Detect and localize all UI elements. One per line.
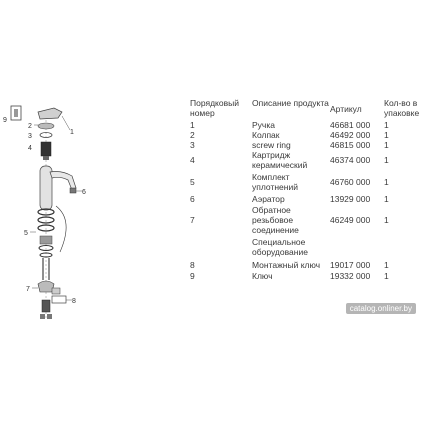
row-number: 4: [190, 155, 195, 165]
callout-6: 6: [82, 189, 86, 196]
row-quantity: 1: [384, 140, 389, 150]
callout-4: 4: [28, 145, 32, 152]
row-description: Монтажный ключ: [252, 260, 321, 270]
row-number: 2: [190, 130, 195, 140]
row-description: Аэратор: [252, 194, 285, 204]
row-number: 5: [190, 177, 195, 187]
row-number: 7: [190, 215, 195, 225]
part-key-9: [11, 106, 21, 120]
table-header: [190, 98, 424, 120]
row-number: 3: [190, 140, 195, 150]
section-special-equipment: Специальное оборудование: [252, 237, 308, 257]
header-quantity: Кол-во в упаковке: [384, 98, 420, 118]
row-description: Колпак: [252, 130, 280, 140]
part-threaded-connection-7: [38, 281, 60, 294]
row-article: 19332 000: [330, 271, 371, 281]
row-article: 46760 000: [330, 177, 371, 187]
watermark: catalog.onliner.by: [346, 303, 416, 314]
row-quantity: 1: [384, 271, 389, 281]
table-row: [190, 120, 424, 130]
row-description: Картридж керамический: [252, 150, 308, 170]
row-article: 46492 000: [330, 130, 371, 140]
header-number: Порядковый номер: [190, 98, 239, 118]
table-row: [190, 150, 424, 172]
row-quantity: 1: [384, 215, 389, 225]
row-number: 6: [190, 194, 195, 204]
row-description: Ключ: [252, 271, 273, 281]
part-mounting-wrench-8: [40, 296, 66, 319]
row-quantity: 1: [384, 155, 389, 165]
table-row: [190, 130, 424, 140]
table-row: [190, 205, 424, 237]
row-article: 13929 000: [330, 194, 371, 204]
part-cartridge-4: [41, 142, 51, 160]
table-row-section: [190, 237, 424, 260]
parts-table: [190, 98, 424, 282]
table-row: [190, 271, 424, 282]
exploded-parts-diagram: [0, 0, 190, 424]
table-row: [190, 140, 424, 150]
table-row: [190, 260, 424, 271]
row-description: Ручка: [252, 120, 275, 130]
header-description: Описание продукта: [252, 98, 329, 108]
row-quantity: 1: [384, 120, 389, 130]
row-number: 1: [190, 120, 195, 130]
callout-9: 9: [3, 117, 7, 124]
callout-8: 8: [72, 298, 76, 305]
callout-1: 1: [70, 129, 74, 136]
row-quantity: 1: [384, 260, 389, 270]
row-article: 46249 000: [330, 215, 371, 225]
callout-5: 5: [24, 230, 28, 237]
table-row: [190, 172, 424, 194]
row-article: 46815 000: [330, 140, 371, 150]
header-article: Артикул: [330, 104, 362, 114]
callout-7: 7: [26, 286, 30, 293]
row-description: screw ring: [252, 140, 291, 150]
row-number: 8: [190, 260, 195, 270]
row-number: 9: [190, 271, 195, 281]
part-aerator-6: [70, 188, 76, 193]
row-description: Комплект уплотнений: [252, 172, 298, 192]
row-description: Обратное резьбовое соединение: [252, 205, 299, 235]
row-quantity: 1: [384, 177, 389, 187]
row-article: 46681 000: [330, 120, 371, 130]
part-seal-set-5: [38, 206, 66, 257]
callout-3: 3: [28, 133, 32, 140]
row-quantity: 1: [384, 130, 389, 140]
table-row: [190, 194, 424, 205]
row-article: 46374 000: [330, 155, 371, 165]
part-cap-2: [38, 123, 54, 129]
row-article: 19017 000: [330, 260, 371, 270]
callout-2: 2: [28, 123, 32, 130]
row-quantity: 1: [384, 194, 389, 204]
